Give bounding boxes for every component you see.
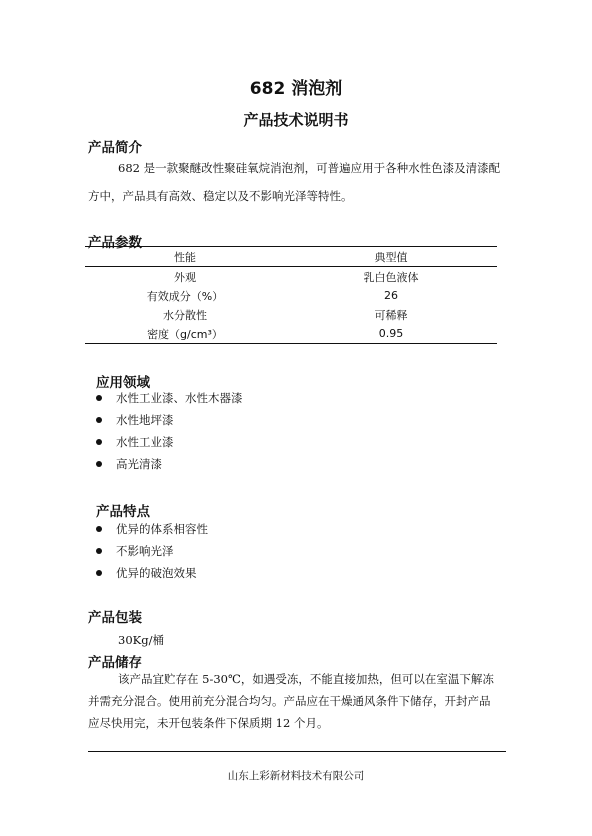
- table-cell: 外观: [174, 270, 196, 284]
- intro-line-2: 方中，产品具有高效、稳定以及不影响光泽等特性。: [88, 189, 353, 203]
- list-item: [96, 562, 208, 584]
- document-title: 682 消泡剂: [249, 79, 343, 99]
- table-cell: 有效成分（%）: [146, 289, 224, 303]
- packaging-text: 30Kg/桶: [118, 633, 164, 647]
- features-list: [96, 518, 208, 584]
- list-item-label: 水性地坪漆: [116, 413, 174, 427]
- table-cell: 乳白色液体: [363, 270, 419, 284]
- list-item-label: 水性工业漆: [116, 435, 174, 449]
- table-row: [85, 286, 497, 305]
- table-cell: 可稀释: [374, 308, 408, 322]
- table-row: [85, 267, 497, 286]
- storage-line-3: 应尽快用完，未开包装条件下保质期 12 个月。: [88, 716, 329, 730]
- table-cell: 0.95: [378, 327, 404, 340]
- list-item-label: 优异的破泡效果: [116, 566, 197, 580]
- list-item: [96, 453, 243, 475]
- storage-line-1: 该产品宜贮存在 5-30℃，如遇受冻，不能直接加热，但可以在室温下解冻: [118, 672, 494, 686]
- params-heading: 产品参数: [88, 235, 142, 251]
- table-header-row: [85, 247, 497, 266]
- bullet-icon: [96, 570, 102, 576]
- list-item: [96, 409, 243, 431]
- packaging-heading: 产品包装: [88, 610, 142, 626]
- application-heading: 应用领域: [96, 375, 150, 391]
- bullet-icon: [96, 526, 102, 532]
- bullet-icon: [96, 439, 102, 445]
- list-item-label: 不影响光泽: [116, 544, 174, 558]
- params-table: [85, 246, 497, 344]
- list-item: [96, 431, 243, 453]
- storage-heading: 产品储存: [88, 655, 142, 671]
- features-heading: 产品特点: [96, 504, 150, 520]
- storage-line-2: 并需充分混合。使用前充分混合均匀。产品应在干燥通风条件下储存，开封产品: [88, 694, 491, 708]
- footer-company: 山东上彩新材料技术有限公司: [227, 770, 365, 782]
- list-item-label: 高光清漆: [116, 457, 162, 471]
- storage-paragraph: [88, 668, 494, 734]
- list-item-label: 优异的体系相容性: [116, 522, 208, 536]
- table-bottom-rule: [85, 343, 497, 344]
- list-item-label: 水性工业漆、水性木器漆: [116, 391, 243, 405]
- bullet-icon: [96, 461, 102, 467]
- bullet-icon: [96, 395, 102, 401]
- list-item: [96, 540, 208, 562]
- bullet-icon: [96, 548, 102, 554]
- footer-rule: [88, 751, 506, 752]
- application-list: [96, 387, 243, 475]
- table-header-cell: 性能: [174, 250, 196, 264]
- bullet-icon: [96, 417, 102, 423]
- table-header-cell: 典型值: [374, 250, 408, 264]
- list-item: [96, 387, 243, 409]
- table-cell: 密度（g/cm³）: [147, 327, 223, 341]
- table-row: [85, 305, 497, 324]
- list-item: [96, 518, 208, 540]
- document-subtitle: 产品技术说明书: [243, 111, 349, 129]
- intro-line-1: 682 是一款聚醚改性聚硅氧烷消泡剂，可普遍应用于各种水性色漆及清漆配: [118, 161, 501, 175]
- table-cell: 26: [384, 289, 398, 302]
- table-row: [85, 324, 497, 343]
- table-cell: 水分散性: [163, 308, 207, 322]
- intro-heading: 产品简介: [88, 140, 142, 156]
